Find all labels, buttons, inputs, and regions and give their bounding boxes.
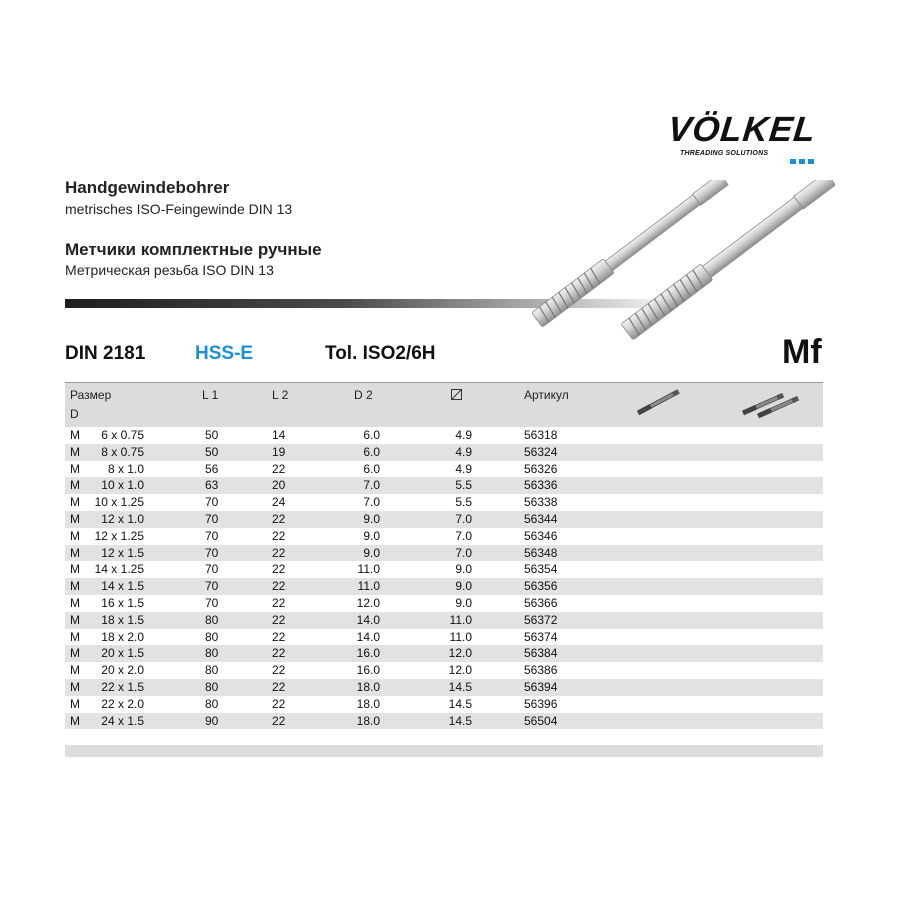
header-l2: L 2 — [272, 388, 289, 402]
material-label: HSS-E — [195, 343, 254, 364]
cell-l2: 22 — [272, 646, 286, 661]
cell-d2: 11.0 — [357, 579, 380, 594]
cell-size: 20 x 1.5 — [101, 646, 144, 661]
cell-l2: 22 — [272, 528, 286, 543]
cell-l2: 22 — [272, 663, 286, 678]
cell-l2: 22 — [272, 579, 286, 594]
table-row — [65, 645, 823, 662]
single-tap-icon — [635, 389, 685, 417]
cell-size: 6 x 0.75 — [101, 428, 144, 442]
cell-square: 9.0 — [455, 562, 472, 577]
table-body — [65, 427, 823, 729]
cell-prefix: M — [70, 663, 80, 678]
cell-d2: 6.0 — [363, 461, 380, 476]
cell-article: 56318 — [524, 428, 558, 442]
cell-article: 56324 — [524, 444, 558, 459]
table-row — [65, 427, 823, 444]
cell-size: 14 x 1.25 — [94, 562, 144, 577]
cell-square: 7.0 — [455, 545, 472, 560]
cell-prefix: M — [70, 579, 80, 594]
cell-square: 12.0 — [448, 646, 472, 661]
cell-d2: 18.0 — [356, 713, 380, 728]
cell-d2: 6.0 — [363, 444, 380, 459]
cell-article: 56504 — [524, 713, 558, 728]
cell-d2: 9.0 — [363, 511, 380, 526]
cell-size: 20 x 2.0 — [101, 663, 144, 678]
taps-product-image — [525, 180, 835, 350]
cell-article: 56372 — [524, 612, 558, 627]
cell-d2: 6.0 — [363, 428, 380, 442]
cell-square: 4.9 — [455, 428, 472, 442]
cell-l1: 70 — [205, 511, 219, 526]
cell-prefix: M — [70, 612, 80, 627]
cell-size: 12 x 1.5 — [101, 545, 144, 560]
cell-prefix: M — [70, 495, 80, 510]
cell-article: 56394 — [524, 679, 558, 694]
cell-square: 4.9 — [455, 461, 472, 476]
table-row — [65, 545, 823, 562]
cell-square: 9.0 — [455, 579, 472, 594]
table-row — [65, 629, 823, 646]
table-footer-bar — [65, 745, 823, 757]
cell-article: 56356 — [524, 579, 558, 594]
thread-code: Mf — [782, 333, 822, 371]
logo-tagline: THREADING SOLUTIONS — [680, 150, 769, 157]
subtitle-russian: Метрическая резьба ISO DIN 13 — [65, 262, 274, 278]
cell-l1: 70 — [205, 495, 219, 510]
cell-l2: 22 — [272, 545, 286, 560]
cell-l1: 63 — [205, 478, 219, 493]
tolerance-label: Tol. ISO2/6H — [325, 343, 436, 364]
table-row — [65, 578, 823, 595]
cell-square: 14.5 — [448, 679, 472, 694]
cell-d2: 18.0 — [356, 696, 380, 711]
cell-prefix: M — [70, 461, 80, 476]
table-row — [65, 713, 823, 730]
cell-l2: 22 — [272, 562, 286, 577]
cell-l2: 22 — [272, 679, 286, 694]
cell-l2: 22 — [272, 696, 286, 711]
cell-square: 5.5 — [455, 495, 472, 510]
cell-l2: 22 — [272, 713, 286, 728]
cell-l1: 90 — [205, 713, 219, 728]
cell-prefix: M — [70, 595, 80, 610]
cell-size: 10 x 1.25 — [94, 495, 144, 510]
cell-article: 56344 — [524, 511, 558, 526]
cell-prefix: M — [70, 545, 80, 560]
cell-prefix: M — [70, 713, 80, 728]
cell-square: 14.5 — [448, 696, 472, 711]
title-russian: Метчики комплектные ручные — [65, 240, 322, 259]
cell-article: 56374 — [524, 629, 558, 644]
cell-l2: 20 — [272, 478, 286, 493]
cell-d2: 16.0 — [356, 646, 380, 661]
cell-l1: 50 — [205, 444, 219, 459]
table-row — [65, 595, 823, 612]
cell-square: 4.9 — [455, 444, 472, 459]
cell-square: 9.0 — [455, 595, 472, 610]
cell-d2: 9.0 — [363, 528, 380, 543]
cell-square: 11.0 — [449, 612, 472, 627]
cell-article: 56384 — [524, 646, 558, 661]
table-row — [65, 528, 823, 545]
table-row — [65, 662, 823, 679]
subtitle-german: metrisches ISO-Feingewinde DIN 13 — [65, 201, 293, 217]
cell-square: 5.5 — [455, 478, 472, 493]
logo-dots-icon — [790, 151, 817, 169]
cell-size: 10 x 1.0 — [101, 478, 144, 493]
header-size-sub: D — [70, 407, 79, 421]
cell-size: 22 x 1.5 — [101, 679, 144, 694]
cell-l1: 70 — [205, 528, 219, 543]
cell-prefix: M — [70, 646, 80, 661]
cell-l1: 70 — [205, 579, 219, 594]
cell-l1: 80 — [205, 612, 219, 627]
cell-l1: 56 — [205, 461, 219, 476]
cell-l2: 22 — [272, 629, 286, 644]
cell-d2: 16.0 — [356, 663, 380, 678]
cell-l1: 70 — [205, 595, 219, 610]
product-table — [65, 382, 823, 729]
cell-prefix: M — [70, 511, 80, 526]
cell-prefix: M — [70, 696, 80, 711]
cell-prefix: M — [70, 528, 80, 543]
cell-square: 7.0 — [455, 528, 472, 543]
table-row — [65, 612, 823, 629]
cell-l1: 80 — [205, 679, 219, 694]
cell-size: 8 x 0.75 — [101, 444, 144, 459]
cell-d2: 7.0 — [363, 495, 380, 510]
cell-size: 24 x 1.5 — [101, 713, 144, 728]
cell-l2: 22 — [272, 612, 286, 627]
cell-d2: 11.0 — [357, 562, 380, 577]
cell-l1: 70 — [205, 562, 219, 577]
table-row — [65, 511, 823, 528]
cell-article: 56366 — [524, 595, 558, 610]
cell-prefix: M — [70, 629, 80, 644]
table-row — [65, 561, 823, 578]
cell-article: 56338 — [524, 495, 558, 510]
cell-size: 22 x 2.0 — [101, 696, 144, 711]
cell-article: 56386 — [524, 663, 558, 678]
cell-l2: 22 — [272, 461, 286, 476]
cell-size: 18 x 2.0 — [101, 629, 144, 644]
cell-l1: 80 — [205, 663, 219, 678]
cell-prefix: M — [70, 679, 80, 694]
cell-square: 14.5 — [448, 713, 472, 728]
cell-d2: 7.0 — [363, 478, 380, 493]
cell-l1: 50 — [205, 428, 219, 442]
cell-prefix: M — [70, 562, 80, 577]
cell-article: 56326 — [524, 461, 558, 476]
cell-l2: 19 — [272, 444, 286, 459]
header-article: Артикул — [524, 388, 569, 402]
cell-l1: 80 — [205, 696, 219, 711]
cell-l2: 24 — [272, 495, 286, 510]
cell-d2: 9.0 — [363, 545, 380, 560]
logo-wordmark: VÖLKEL — [666, 110, 819, 149]
cell-square: 12.0 — [448, 663, 472, 678]
cell-d2: 14.0 — [356, 629, 380, 644]
cell-size: 14 x 1.5 — [101, 579, 144, 594]
cell-article: 56354 — [524, 562, 558, 577]
cell-l2: 14 — [272, 428, 286, 442]
cell-prefix: M — [70, 444, 80, 459]
table-row — [65, 477, 823, 494]
cell-size: 16 x 1.5 — [101, 595, 144, 610]
cell-square: 11.0 — [449, 629, 472, 644]
cell-d2: 12.0 — [356, 595, 380, 610]
cell-square: 7.0 — [455, 511, 472, 526]
table-row — [65, 679, 823, 696]
cell-l2: 22 — [272, 511, 286, 526]
cell-prefix: M — [70, 428, 80, 442]
header-d2: D 2 — [354, 388, 373, 402]
cell-article: 56336 — [524, 478, 558, 493]
cell-d2: 18.0 — [356, 679, 380, 694]
cell-size: 12 x 1.0 — [101, 511, 144, 526]
cell-article: 56348 — [524, 545, 558, 560]
cell-l2: 22 — [272, 595, 286, 610]
din-standard: DIN 2181 — [65, 343, 146, 364]
cell-prefix: M — [70, 478, 80, 493]
cell-size: 8 x 1.0 — [107, 461, 144, 476]
square-size-icon — [451, 389, 462, 403]
table-row — [65, 696, 823, 713]
header-l1: L 1 — [202, 388, 219, 402]
volkel-logo — [668, 112, 828, 162]
tap-set-icon — [740, 387, 806, 419]
table-row — [65, 494, 823, 511]
header-size: Размер — [70, 388, 112, 402]
cell-l1: 80 — [205, 629, 219, 644]
cell-article: 56346 — [524, 528, 558, 543]
cell-l1: 80 — [205, 646, 219, 661]
title-german: Handgewindebohrer — [65, 178, 230, 197]
table-row — [65, 461, 823, 478]
cell-size: 12 x 1.25 — [94, 528, 144, 543]
cell-d2: 14.0 — [356, 612, 380, 627]
table-row — [65, 444, 823, 461]
cell-l1: 70 — [205, 545, 219, 560]
cell-article: 56396 — [524, 696, 558, 711]
table-header — [65, 382, 823, 427]
cell-size: 18 x 1.5 — [101, 612, 144, 627]
